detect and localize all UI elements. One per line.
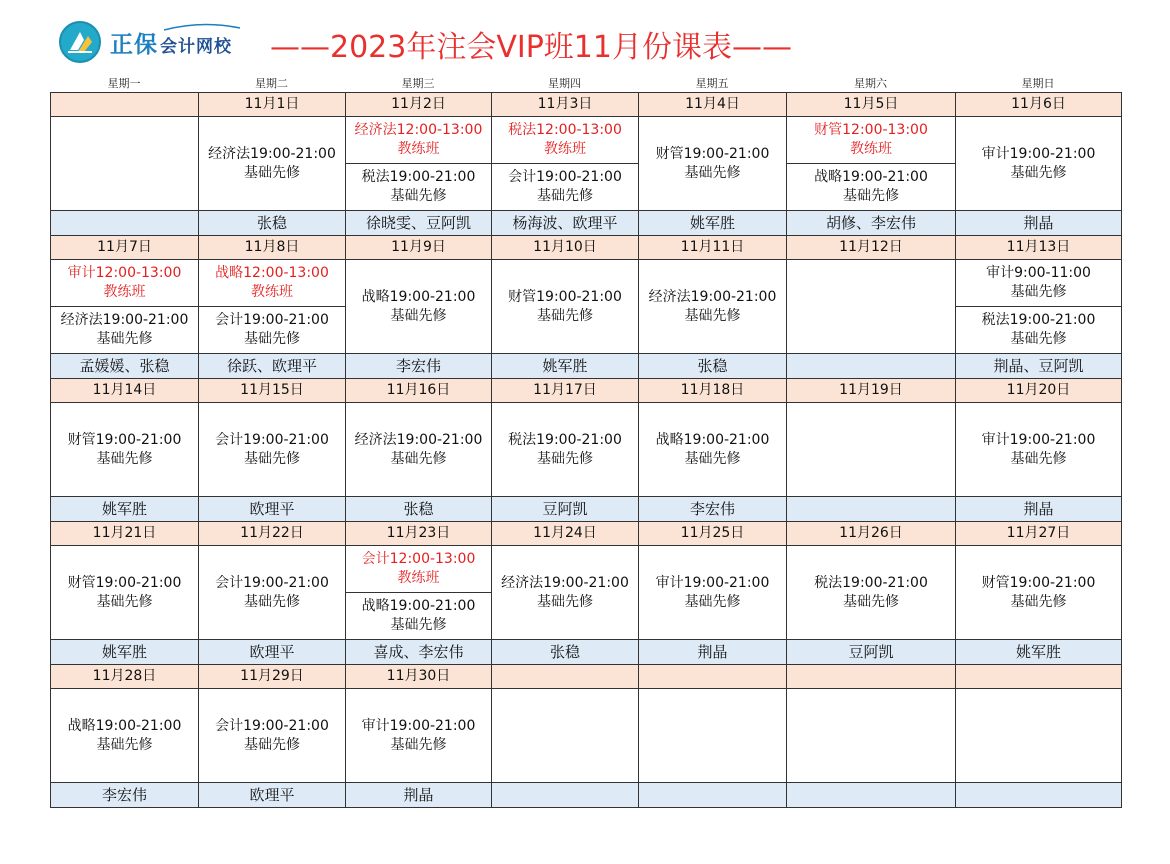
teacher-cell: [492, 783, 639, 808]
teacher-cell: 荆晶: [639, 640, 787, 665]
class-cell: [639, 546, 787, 640]
session-subject-time: 经济法19:00-21:00: [648, 288, 777, 305]
session-type: 基础先修: [390, 188, 447, 204]
class-session: [787, 164, 955, 210]
session-subject-time: 审计19:00-21:00: [655, 574, 770, 591]
class-cell: [956, 260, 1122, 354]
session-subject-time: 经济法19:00-21:00: [501, 574, 629, 591]
class-cell: [492, 117, 639, 211]
date-row: [51, 93, 1122, 117]
date-cell: 11月1日: [199, 93, 346, 117]
teacher-row: [51, 497, 1122, 522]
session-subject-time: 财管19:00-21:00: [67, 431, 182, 448]
teacher-cell: 欧理平: [199, 783, 346, 808]
teacher-cell: 荆晶: [956, 497, 1122, 522]
teacher-cell: 荆晶、豆阿凯: [956, 354, 1122, 379]
teacher-cell: [787, 783, 956, 808]
class-cell: [956, 117, 1122, 211]
teacher-cell: [639, 783, 787, 808]
class-cell: [51, 117, 199, 211]
date-cell: [956, 665, 1122, 689]
date-cell: [639, 665, 787, 689]
session-type: 基础先修: [244, 736, 300, 753]
class-cell: [956, 546, 1122, 640]
class-cell: [639, 403, 787, 497]
teacher-cell: 李宏伟: [639, 497, 787, 522]
date-cell: 11月24日: [492, 522, 639, 546]
class-cell: [51, 403, 199, 497]
class-cell: [199, 689, 346, 783]
class-session: [639, 288, 786, 326]
teacher-cell: 荆晶: [956, 211, 1122, 236]
date-cell: 11月21日: [51, 522, 199, 546]
class-session: [956, 574, 1121, 612]
class-session: [956, 145, 1121, 183]
class-session: [199, 717, 345, 755]
class-cell: [787, 260, 956, 354]
session-subject-time: 会计19:00-21:00: [215, 717, 329, 734]
session-subject-time: 会计19:00-21:00: [215, 312, 329, 328]
session-subject-time: 税法19:00-21:00: [508, 431, 622, 448]
brand-sub: 会计网校: [160, 37, 232, 57]
teacher-cell: 欧理平: [199, 640, 346, 665]
class-cell: [787, 403, 956, 497]
date-row: [51, 665, 1122, 689]
teacher-cell: 豆阿凯: [492, 497, 639, 522]
date-cell: 11月8日: [199, 236, 346, 260]
session-type: 基础先修: [537, 307, 593, 324]
class-session: [199, 145, 345, 183]
class-session: [956, 260, 1121, 307]
class-session: [199, 574, 345, 612]
session-subject-time: 战略19:00-21:00: [361, 288, 476, 305]
class-session: [199, 307, 345, 353]
class-session: [639, 145, 786, 183]
class-session: [199, 431, 345, 469]
date-cell: 11月10日: [492, 236, 639, 260]
class-session: [346, 593, 491, 639]
session-type: 基础先修: [684, 307, 741, 324]
date-cell: 11月30日: [346, 665, 492, 689]
class-session: [346, 288, 491, 326]
date-cell: 11月23日: [346, 522, 492, 546]
date-cell: [787, 665, 956, 689]
session-type: 教练班: [397, 141, 440, 157]
teacher-cell: 徐晓雯、豆阿凯: [346, 211, 492, 236]
session-subject-time: 战略19:00-21:00: [67, 717, 182, 734]
weekday-label: 星期五: [695, 77, 729, 90]
session-type: 基础先修: [96, 450, 153, 467]
session-type: 基础先修: [843, 593, 899, 610]
teacher-cell: 张稳: [639, 354, 787, 379]
class-cell: [346, 260, 492, 354]
class-cell: [787, 689, 956, 783]
class-session: [639, 574, 786, 612]
session-subject-time: 会计12:00-13:00: [361, 551, 476, 567]
session-subject-time: 审计19:00-21:00: [981, 145, 1096, 162]
date-cell: 11月20日: [956, 379, 1122, 403]
session-subject-time: 战略19:00-21:00: [814, 169, 928, 185]
session-type: 教练班: [103, 284, 146, 300]
session-subject-time: 财管19:00-21:00: [67, 574, 182, 591]
class-session: [639, 431, 786, 469]
class-session: [787, 574, 955, 612]
session-type: 教练班: [544, 141, 586, 157]
class-cell: [199, 546, 346, 640]
session-type: 基础先修: [1010, 284, 1067, 300]
brand-main: 正保: [110, 32, 158, 58]
class-cell: [346, 689, 492, 783]
session-subject-time: 审计9:00-11:00: [986, 265, 1091, 281]
class-session: [346, 717, 491, 755]
session-subject-time: 经济法19:00-21:00: [60, 312, 189, 328]
class-cell: [51, 260, 199, 354]
date-cell: 11月9日: [346, 236, 492, 260]
date-cell: 11月3日: [492, 93, 639, 117]
session-subject-time: 税法19:00-21:00: [361, 169, 476, 185]
class-session: [492, 117, 638, 164]
class-cell: [51, 546, 199, 640]
session-type: 基础先修: [537, 450, 593, 467]
class-cell: [346, 403, 492, 497]
class-cell: [639, 689, 787, 783]
teacher-row: [51, 354, 1122, 379]
session-subject-time: 会计19:00-21:00: [215, 574, 329, 591]
class-row: [51, 117, 1122, 211]
date-cell: 11月5日: [787, 93, 956, 117]
schedule-table: [50, 92, 1122, 808]
weekday-header: [50, 76, 1121, 92]
class-cell: [199, 117, 346, 211]
session-type: 教练班: [251, 284, 293, 300]
class-session: [199, 260, 345, 307]
date-cell: 11月22日: [199, 522, 346, 546]
brand-name: [110, 26, 232, 59]
date-cell: 11月13日: [956, 236, 1122, 260]
session-type: 基础先修: [684, 450, 741, 467]
date-row: [51, 522, 1122, 546]
teacher-row: [51, 783, 1122, 808]
teacher-cell: 姚军胜: [956, 640, 1122, 665]
class-cell: [639, 260, 787, 354]
session-type: 基础先修: [1010, 331, 1067, 347]
session-type: 基础先修: [244, 331, 300, 347]
date-cell: 11月18日: [639, 379, 787, 403]
class-cell: [492, 689, 639, 783]
session-subject-time: 财管19:00-21:00: [508, 288, 622, 305]
teacher-cell: 胡修、李宏伟: [787, 211, 956, 236]
date-cell: [51, 93, 199, 117]
session-type: 教练班: [850, 141, 892, 157]
teacher-cell: [956, 783, 1122, 808]
date-cell: 11月17日: [492, 379, 639, 403]
weekday-label: 星期六: [854, 77, 887, 90]
session-subject-time: 经济法19:00-21:00: [208, 145, 336, 162]
session-subject-time: 审计19:00-21:00: [361, 717, 476, 734]
brand-logo: [58, 20, 268, 64]
date-cell: 11月29日: [199, 665, 346, 689]
class-cell: [639, 117, 787, 211]
session-subject-time: 税法19:00-21:00: [814, 574, 928, 591]
session-type: 基础先修: [390, 450, 447, 467]
session-subject-time: 战略19:00-21:00: [361, 598, 476, 614]
weekday-label: 星期日: [1021, 77, 1055, 90]
session-type: 基础先修: [684, 164, 741, 181]
class-session: [346, 546, 491, 593]
session-subject-time: 财管12:00-13:00: [814, 122, 928, 138]
class-cell: [492, 403, 639, 497]
class-cell: [787, 117, 956, 211]
session-type: 基础先修: [244, 450, 300, 467]
session-subject-time: 财管19:00-21:00: [655, 145, 770, 162]
weekday-label: 星期四: [548, 77, 581, 90]
date-cell: 11月25日: [639, 522, 787, 546]
session-type: 基础先修: [537, 188, 593, 204]
class-row: [51, 403, 1122, 497]
session-subject-time: 税法19:00-21:00: [981, 312, 1096, 328]
date-cell: 11月28日: [51, 665, 199, 689]
session-subject-time: 战略12:00-13:00: [215, 265, 329, 281]
date-cell: 11月6日: [956, 93, 1122, 117]
session-subject-time: 财管19:00-21:00: [981, 574, 1096, 591]
class-cell: [956, 689, 1122, 783]
teacher-cell: 孟媛媛、张稳: [51, 354, 199, 379]
teacher-cell: [51, 211, 199, 236]
class-session: [492, 288, 638, 326]
teacher-cell: 徐跃、欧理平: [199, 354, 346, 379]
class-session: [956, 431, 1121, 469]
session-subject-time: 经济法19:00-21:00: [354, 431, 483, 448]
class-cell: [199, 403, 346, 497]
class-session: [787, 117, 955, 164]
session-type: 基础先修: [96, 331, 153, 347]
session-type: 基础先修: [684, 593, 741, 610]
teacher-row: [51, 640, 1122, 665]
teacher-cell: 李宏伟: [51, 783, 199, 808]
class-session: [492, 431, 638, 469]
class-session: [346, 164, 491, 210]
class-session: [51, 431, 198, 469]
class-session: [51, 574, 198, 612]
session-subject-time: 会计19:00-21:00: [508, 169, 622, 185]
class-cell: [787, 546, 956, 640]
date-row: [51, 236, 1122, 260]
date-cell: 11月2日: [346, 93, 492, 117]
class-cell: [492, 546, 639, 640]
teacher-cell: 荆晶: [346, 783, 492, 808]
session-subject-time: 经济法12:00-13:00: [354, 122, 483, 138]
page-title: ——2023年注会VIP班11月份课表——: [270, 30, 792, 65]
session-type: 基础先修: [1010, 450, 1067, 467]
teacher-cell: 豆阿凯: [787, 640, 956, 665]
date-cell: 11月4日: [639, 93, 787, 117]
class-cell: [199, 260, 346, 354]
weekday-label: 星期二: [255, 77, 288, 90]
teacher-row: [51, 211, 1122, 236]
class-cell: [492, 260, 639, 354]
page-header: [0, 0, 1170, 72]
teacher-cell: 喜成、李宏伟: [346, 640, 492, 665]
date-cell: [492, 665, 639, 689]
class-session: [346, 431, 491, 469]
teacher-cell: 欧理平: [199, 497, 346, 522]
session-type: 基础先修: [244, 593, 300, 610]
teacher-cell: 张稳: [492, 640, 639, 665]
session-type: 基础先修: [390, 617, 447, 633]
teacher-cell: 李宏伟: [346, 354, 492, 379]
date-cell: 11月12日: [787, 236, 956, 260]
teacher-cell: 张稳: [346, 497, 492, 522]
class-session: [492, 164, 638, 210]
session-type: 基础先修: [244, 164, 300, 181]
date-cell: 11月11日: [639, 236, 787, 260]
class-cell: [346, 117, 492, 211]
class-session: [346, 117, 491, 164]
class-session: [51, 307, 198, 353]
session-type: 基础先修: [1010, 164, 1067, 181]
teacher-cell: 姚军胜: [492, 354, 639, 379]
class-row: [51, 689, 1122, 783]
session-type: 基础先修: [96, 736, 153, 753]
date-cell: 11月26日: [787, 522, 956, 546]
session-type: 基础先修: [390, 307, 447, 324]
class-session: [51, 717, 198, 755]
teacher-cell: 姚军胜: [51, 640, 199, 665]
date-cell: 11月16日: [346, 379, 492, 403]
class-cell: [956, 403, 1122, 497]
weekday-label: 星期三: [401, 77, 435, 90]
teacher-cell: 杨海波、欧理平: [492, 211, 639, 236]
class-session: [956, 307, 1121, 353]
class-row: [51, 546, 1122, 640]
session-subject-time: 战略19:00-21:00: [655, 431, 770, 448]
class-cell: [51, 689, 199, 783]
date-cell: 11月19日: [787, 379, 956, 403]
date-cell: 11月14日: [51, 379, 199, 403]
session-subject-time: 审计19:00-21:00: [981, 431, 1096, 448]
teacher-cell: 张稳: [199, 211, 346, 236]
session-subject-time: 审计12:00-13:00: [67, 265, 182, 281]
teacher-cell: 姚军胜: [51, 497, 199, 522]
weekday-label: 星期一: [107, 77, 141, 90]
session-subject-time: 会计19:00-21:00: [215, 431, 329, 448]
session-type: 基础先修: [390, 736, 447, 753]
teacher-cell: [787, 497, 956, 522]
class-session: [51, 260, 198, 307]
teacher-cell: 姚军胜: [639, 211, 787, 236]
class-session: [492, 574, 638, 612]
session-type: 基础先修: [537, 593, 593, 610]
session-type: 基础先修: [96, 593, 153, 610]
logo-icon: [58, 20, 102, 64]
date-cell: 11月27日: [956, 522, 1122, 546]
date-cell: 11月7日: [51, 236, 199, 260]
session-type: 基础先修: [1010, 593, 1067, 610]
session-type: 教练班: [397, 570, 440, 586]
teacher-cell: [787, 354, 956, 379]
class-row: [51, 260, 1122, 354]
class-cell: [346, 546, 492, 640]
session-type: 基础先修: [843, 188, 899, 204]
session-subject-time: 税法12:00-13:00: [508, 122, 622, 138]
date-row: [51, 379, 1122, 403]
date-cell: 11月15日: [199, 379, 346, 403]
